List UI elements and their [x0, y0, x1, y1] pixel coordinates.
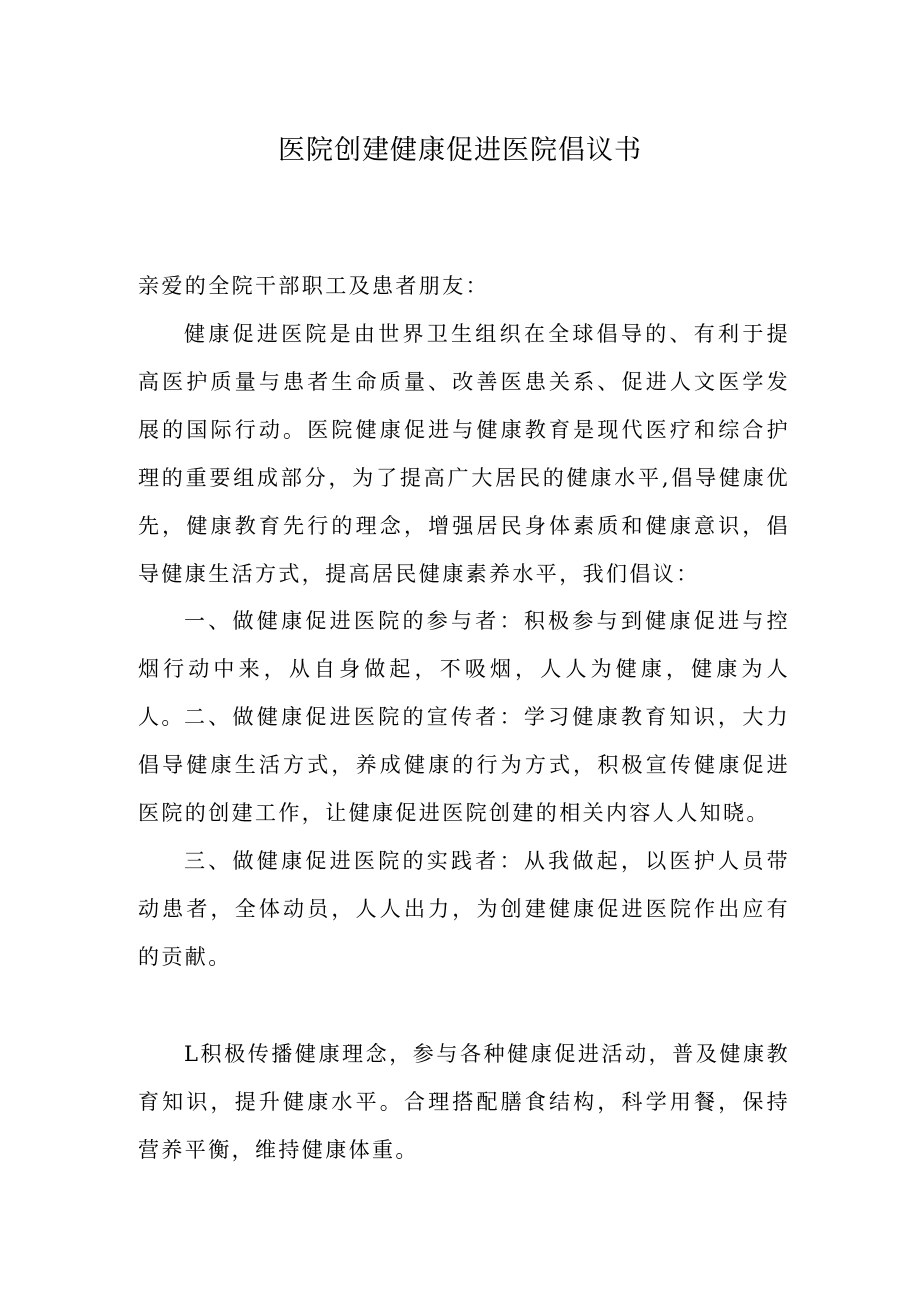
paragraph-practitioner: 三、做健康促进医院的实践者：从我做起，以医护人员带动患者，全体动员，人人出力，为创建健康促进医院作出应有的贡献。 [138, 849, 790, 969]
salutation: 亲爱的全院干部职工及患者朋友： [138, 274, 489, 298]
document-title: 医院创建健康促进医院倡议书 [278, 135, 642, 166]
paragraph-promoter: 二、做健康促进医院的宣传者：学习健康教育知识，大力倡导健康生活方式，养成健康的行为方式，积极宣传健康促进医院的创建工作，让健康促进医院创建的相关内容人人知晓。 [138, 705, 790, 825]
paragraph-intro: 健康促进医院是由世界卫生组织在全球倡导的、有利于提高医护质量与患者生命质量、改善医患关系、促进人文医学发展的国际行动。医院健康促进与健康教育是现代医疗和综合护理的重要组成部分，为了提高广大居民的健康水平,倡导健康优先，健康教育先行的理念，增强居民身体素质和健康意识，倡导健康生活方式，提高居民健康素养水平，我们倡议： [138, 322, 790, 586]
paragraph-health-concept: L积极传播健康理念，参与各种健康促进活动，普及健康教育知识，提升健康水平。合理搭配膳食结构，科学用餐，保持营养平衡，维持健康体重。 [138, 1042, 790, 1162]
paragraph-participant: 一、做健康促进医院的参与者：积极参与到健康促进与控烟行动中来，从自身做起，不吸烟，人人为健康，健康为人人。 [138, 609, 790, 729]
